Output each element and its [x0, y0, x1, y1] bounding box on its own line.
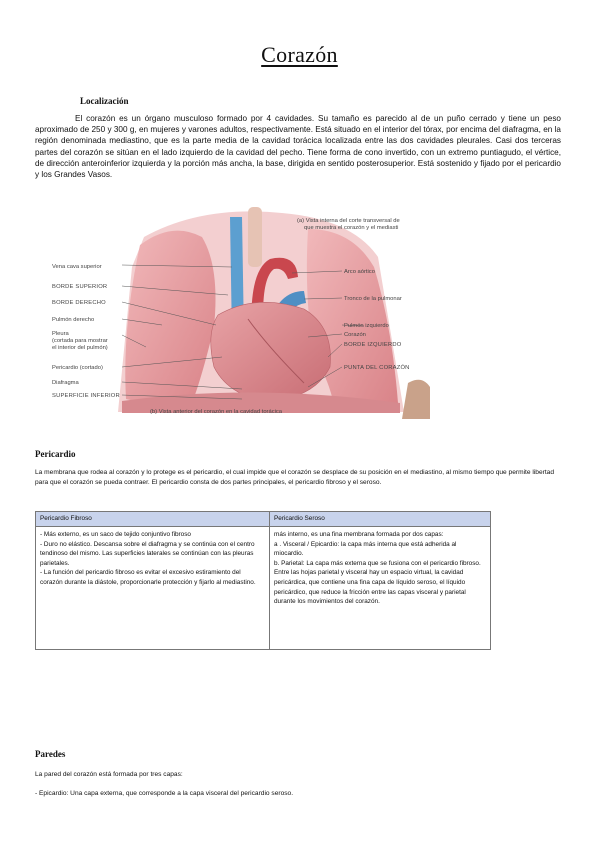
- inset-image: [402, 380, 430, 419]
- table-header-seroso: Pericardio Seroso: [270, 512, 491, 527]
- seroso-line-3: b. Parietal: La capa más externa que se fusiona con el pericardio fibroso.: [274, 559, 481, 567]
- label-superficie-inferior: SUPERFICIE INFERIOR: [52, 393, 120, 399]
- label-pulmon-derecho: Pulmón derecho: [52, 317, 95, 323]
- heading-paredes: Paredes: [35, 749, 66, 759]
- label-tronco-pulmonar: Tronco de la pulmonar: [344, 296, 402, 302]
- caption-a-line2: que muestra el corazón y el mediasti: [304, 225, 399, 231]
- label-corazon: Corazón: [344, 332, 366, 338]
- seroso-line-1: más interno, es una fina membrana formada por dos capas:: [274, 531, 444, 538]
- paragraph-localizacion-text: El corazón es un órgano musculoso formado por 4 cavidades. Su tamaño es parecido al de un puño cerrado y tiene un peso aproximado de 250 y 300 g, en mujeres y varones adultos, respectivamente. Está situado en el interior del tórax, por encima del diafragma, en la región denominada mediastino, que es la parte media de la cavidad torácica localizada entre las dos cavidades pleurales. Casi dos terceras partes del corazón se sitúan en el lado izquierdo de la cavidad del pecho. Tiene forma de cono invertido, con un extremo puntiagudo, el vértice, de dirección anteroinferior izquierda y la porción más ancha, la base, dirigida en sentido posterosuperior. Está sostenido y fijado por el pericardio y los Grandes Vasos.: [35, 114, 561, 180]
- paredes-item-epicardio: - Epicardio: Una capa externa, que corresponde a la capa visceral del pericardio seroso.: [35, 790, 294, 797]
- fibroso-line-2: - Duro no elástico. Descansa sobre el diafragma y se continúa con el centro tendinoso del mismo. Las superficies laterales se continúan con las pleuras parietales.: [40, 540, 255, 567]
- seroso-line-2: a . Visceral / Epicardio: la capa más interna que está adherida al miocardio.: [274, 540, 457, 558]
- label-arco-aortico: Arco aórtico: [344, 269, 375, 275]
- paredes-intro: La pared del corazón está formada por tres capas:: [35, 771, 183, 778]
- label-pulmon-izquierdo: Pulmón izquierdo: [344, 323, 389, 329]
- page-title: Corazón: [261, 42, 338, 67]
- trachea: [248, 207, 262, 267]
- table-cell-fibroso: [36, 527, 270, 650]
- caption-a-line1: (a) Vista interna del corte transversal de: [297, 218, 400, 224]
- label-pericardio: Pericardio (cortado): [52, 365, 103, 371]
- seroso-line-4: Entre las hojas parietal y visceral hay un espacio virtual, la cavidad pericárdica, que contiene una fina capa de líquido seroso, el líquido pericárdico, que reduce la fricción entre las capas visceral y parietal durante los movimientos del corazón.: [274, 569, 466, 606]
- heading-localizacion: Localización: [80, 96, 129, 106]
- table-cell-seroso: [270, 527, 491, 650]
- label-vena-cava: Vena cava superior: [52, 264, 102, 270]
- pericardio-table: [35, 511, 491, 650]
- label-punta-corazon: PUNTA DEL CORAZÓN: [344, 365, 410, 371]
- table-header-fibroso: Pericardio Fibroso: [36, 512, 270, 527]
- fibroso-line-1: - Más externo, es un saco de tejido conjuntivo fibroso: [40, 531, 191, 538]
- label-diafragma: Diafragma: [52, 380, 79, 386]
- label-borde-superior: BORDE SUPERIOR: [52, 284, 108, 290]
- heart-anatomy-figure: [52, 207, 430, 419]
- label-pleura-note-1: (cortada para mostrar: [52, 338, 108, 344]
- label-borde-izquierdo: BORDE IZQUIERDO: [344, 342, 402, 348]
- label-borde-derecho: BORDE DERECHO: [52, 300, 106, 306]
- paragraph-localizacion: [35, 113, 561, 180]
- fibroso-line-3: - La función del pericardio fibroso es evitar el excesivo estiramiento del corazón durante la diástole, proporcionarle protección y fijarlo al mediastino.: [40, 569, 256, 586]
- paragraph-pericardio: La membrana que rodea al corazón y lo protege es el pericardio, el cual impide que el corazón se desplace de su posición en el mediastino, al mismo tiempo que permite libertad para que el corazón se pueda contraer. El pericardio consta de dos partes principales, el pericardio fibroso y el seroso.: [35, 469, 555, 486]
- heading-pericardio: Pericardio: [35, 449, 76, 459]
- caption-b: (b) Vista anterior del corazón en la cavidad torácica: [150, 409, 283, 415]
- label-pleura-note-2: el interior del pulmón): [52, 345, 108, 351]
- label-pleura: Pleura: [52, 331, 69, 337]
